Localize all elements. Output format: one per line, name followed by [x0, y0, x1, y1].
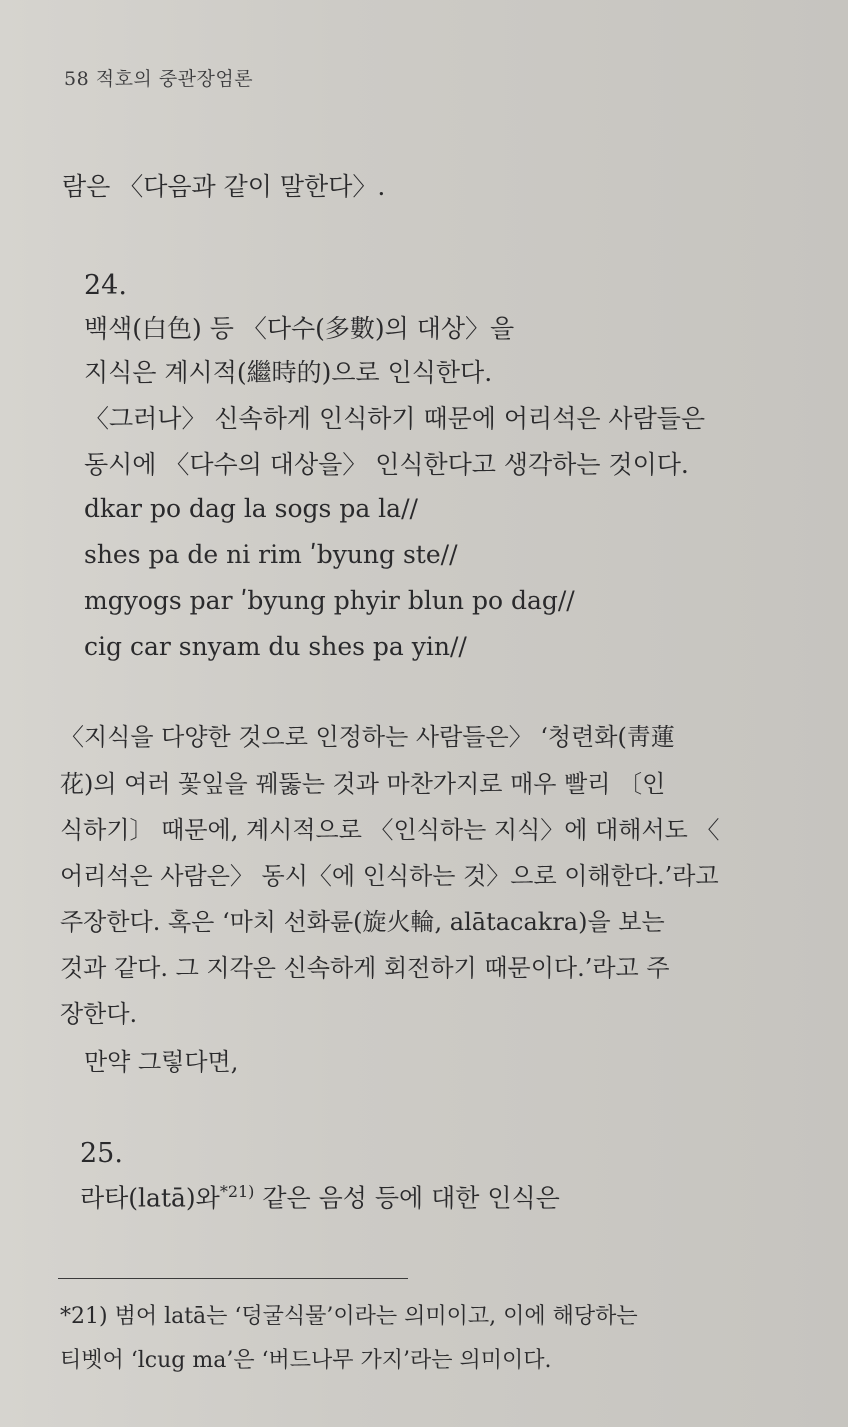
verse24-tibetan-line: mgyogs par ʹbyung phyir blun po dag//: [84, 586, 575, 615]
verse24-tibetan-line: dkar po dag la sogs pa la//: [84, 494, 418, 523]
footnote-ref: *21): [219, 1182, 255, 1201]
verse-number-24: 24.: [84, 270, 127, 301]
verse25-text-after: 같은 음성 등에 대한 인식은: [254, 1183, 560, 1213]
verse24-tibetan-line: shes pa de ni rim ʹbyung ste//: [84, 540, 458, 569]
commentary-line: 어리석은 사람은〉 동시〈에 인식하는 것〉으로 이해한다.’라고: [60, 862, 719, 890]
verse24-tibetan-line: cig car snyam du shes pa yin//: [84, 632, 467, 661]
footnote-line: 티벳어 ‘lcug ma’은 ‘버드나무 가지’라는 의미이다.: [60, 1348, 552, 1373]
verse25-text-before: 라타(latā)와: [80, 1183, 220, 1213]
commentary-line: 花)의 여러 꽃잎을 꿰뚫는 것과 마찬가지로 매우 빨리 〔인: [60, 770, 666, 798]
commentary-line: 식하기〕 때문에, 계시적으로 〈인식하는 지식〉에 대해서도 〈: [60, 816, 720, 844]
verse24-korean-line: 지식은 계시적(繼時的)으로 인식한다.: [84, 358, 493, 387]
verse24-korean-line: 백색(白色) 등 〈다수(多數)의 대상〉을: [84, 314, 515, 343]
verse-number-25: 25.: [80, 1138, 123, 1169]
intro-line: 람은 〈다음과 같이 말한다〉.: [62, 172, 386, 201]
footnote-marker: *21): [60, 1304, 108, 1329]
footnote-line: [60, 1306, 638, 1328]
commentary-line: 장한다.: [60, 1000, 138, 1028]
commentary-line: 주장한다. 혹은 ‘마치 선화륜(旋火輪, alātacakra)을 보는: [60, 908, 665, 936]
footnote-text: 범어 latā는 ‘덩굴식물’이라는 의미이고, 이에 해당하는: [107, 1304, 638, 1329]
footnote-rule: [58, 1278, 408, 1279]
verse24-korean-line: 동시에 〈다수의 대상을〉 인식한다고 생각하는 것이다.: [84, 450, 689, 479]
commentary-line: 것과 같다. 그 지각은 신속하게 회전하기 때문이다.’라고 주: [60, 954, 670, 982]
verse25-line: [80, 1182, 560, 1213]
commentary-line: 〈지식을 다양한 것으로 인정하는 사람들은〉 ‘청련화(靑蓮: [60, 723, 675, 751]
verse24-korean-line: 〈그러나〉 신속하게 인식하기 때문에 어리석은 사람들은: [84, 404, 706, 433]
transition-line: 만약 그렇다면,: [84, 1048, 239, 1076]
running-head: 58 적호의 중관장엄론: [64, 68, 254, 90]
